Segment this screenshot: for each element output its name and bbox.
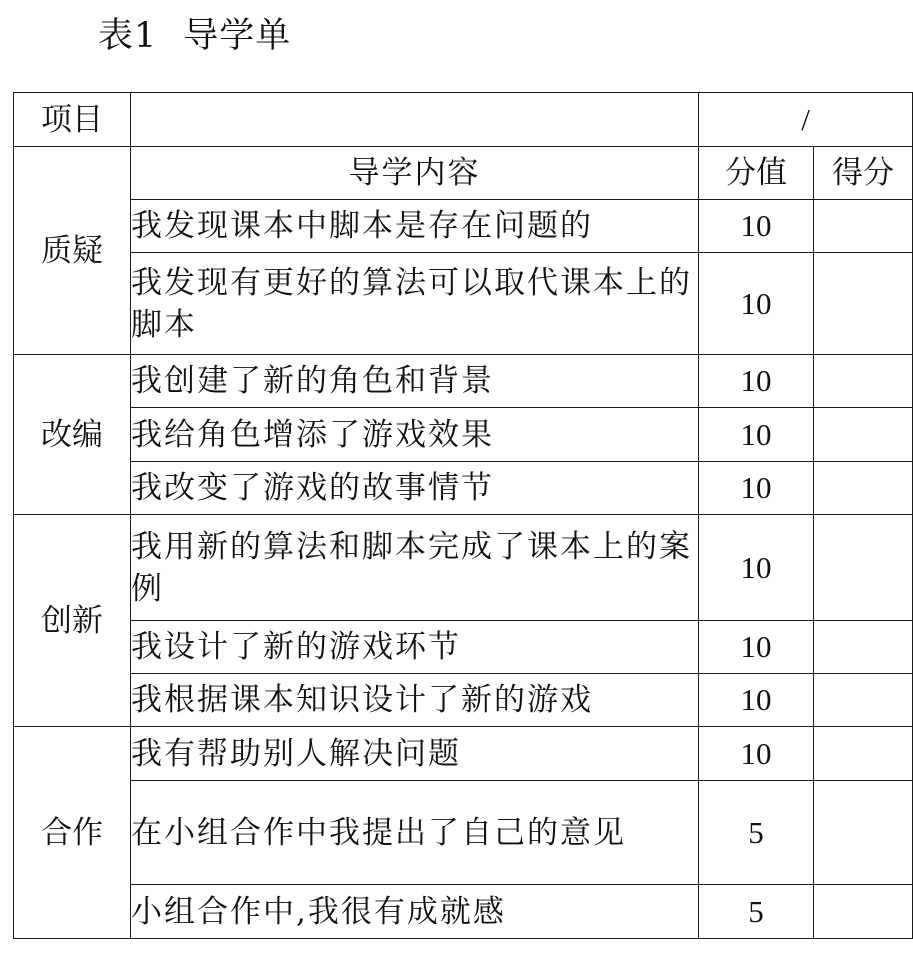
column-header-content: 导学内容 <box>131 147 699 200</box>
value-cell: 5 <box>699 781 814 885</box>
value-cell: 5 <box>699 885 814 939</box>
category-cell: 合作 <box>14 727 131 939</box>
value-cell: 10 <box>699 727 814 781</box>
category-cell: 质疑 <box>14 147 131 355</box>
score-cell <box>814 781 913 885</box>
content-cell: 我有帮助别人解决问题 <box>131 727 699 781</box>
table-row <box>14 408 913 462</box>
content-cell: 在小组合作中我提出了自己的意见 <box>131 781 699 885</box>
content-cell: 我给角色增添了游戏效果 <box>131 408 699 462</box>
column-header-value: 分值 <box>699 147 814 200</box>
score-cell <box>814 253 913 355</box>
table-row <box>14 727 913 781</box>
content-cell: 我用新的算法和脚本完成了课本上的案例 <box>131 515 699 621</box>
score-cell <box>814 885 913 939</box>
category-cell: 改编 <box>14 355 131 515</box>
score-cell <box>814 674 913 727</box>
caption-title: 导学单 <box>183 16 292 56</box>
score-cell <box>814 408 913 462</box>
item-label-cell: 项目 <box>14 93 131 147</box>
score-cell <box>814 727 913 781</box>
value-cell: 10 <box>699 253 814 355</box>
table-row <box>14 355 913 408</box>
table-row <box>14 674 913 727</box>
content-cell: 我创建了新的角色和背景 <box>131 355 699 408</box>
value-cell: 10 <box>699 200 814 253</box>
content-cell: 我发现课本中脚本是存在问题的 <box>131 200 699 253</box>
content-cell: 我根据课本知识设计了新的游戏 <box>131 674 699 727</box>
value-cell: 10 <box>699 355 814 408</box>
table-row <box>14 781 913 885</box>
guide-table <box>13 92 913 939</box>
score-cell <box>814 621 913 674</box>
table-row <box>14 93 913 147</box>
content-cell: 小组合作中,我很有成就感 <box>131 885 699 939</box>
caption-label: 表1 <box>98 16 158 56</box>
score-cell <box>814 462 913 515</box>
content-cell: 我发现有更好的算法可以取代课本上的脚本 <box>131 253 699 355</box>
value-cell: 10 <box>699 674 814 727</box>
value-cell: 10 <box>699 621 814 674</box>
content-cell: 我改变了游戏的故事情节 <box>131 462 699 515</box>
score-cell <box>814 200 913 253</box>
column-header-score: 得分 <box>814 147 913 200</box>
table-row <box>14 462 913 515</box>
table-caption <box>98 14 291 58</box>
value-cell: 10 <box>699 515 814 621</box>
item-value-cell: / <box>699 93 913 147</box>
header-row <box>14 147 913 200</box>
table-row <box>14 253 913 355</box>
score-cell <box>814 515 913 621</box>
score-cell <box>814 355 913 408</box>
value-cell: 10 <box>699 408 814 462</box>
category-cell: 创新 <box>14 515 131 727</box>
content-cell: 我设计了新的游戏环节 <box>131 621 699 674</box>
table-row <box>14 200 913 253</box>
item-blank-cell <box>131 93 699 147</box>
value-cell: 10 <box>699 462 814 515</box>
table-row <box>14 515 913 621</box>
table-row <box>14 885 913 939</box>
table-row <box>14 621 913 674</box>
